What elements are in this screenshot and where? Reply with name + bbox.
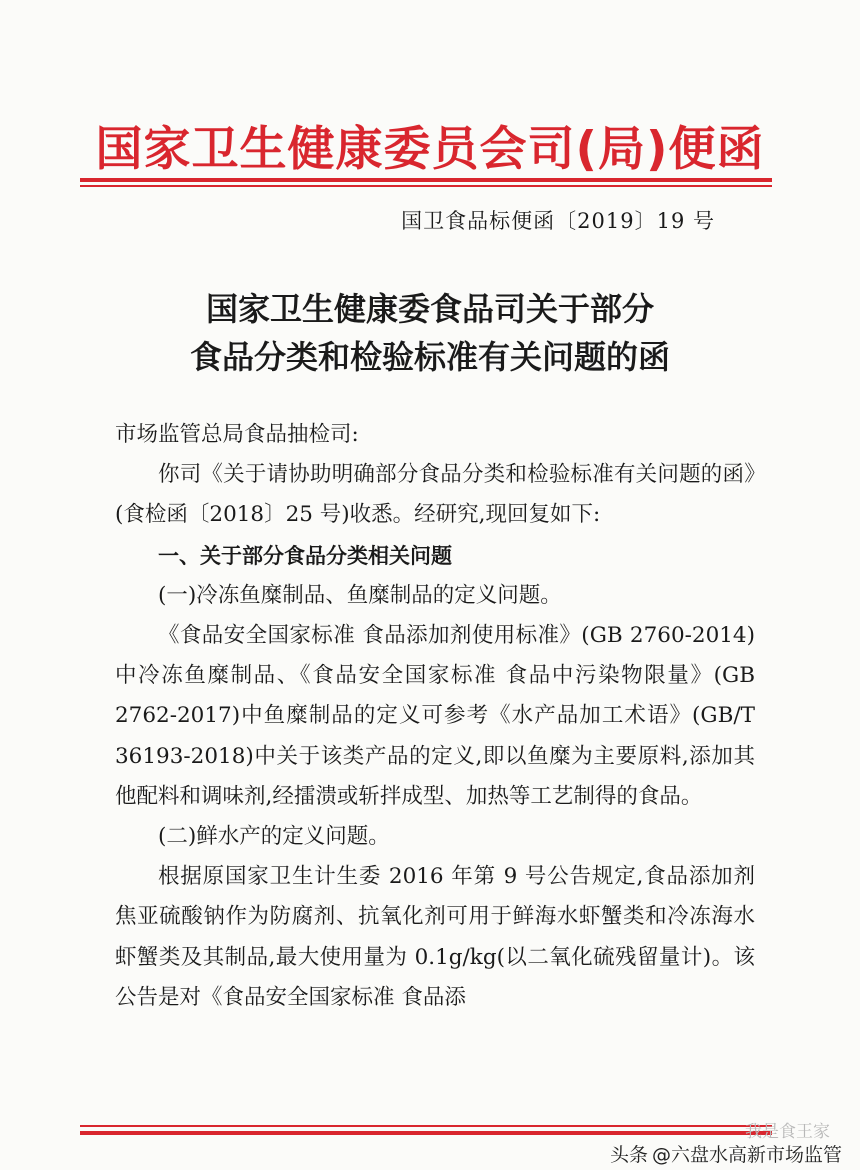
document-body <box>115 415 755 1018</box>
letterhead-rule-thin <box>80 185 772 187</box>
watermark-secondary: 我是食王家 <box>745 1122 830 1142</box>
letterhead-organization: 国家卫生健康委员会司(局)便函 <box>95 122 765 177</box>
footer-rule-thick <box>80 1131 772 1135</box>
subsection-paragraph-1: 《食品安全国家标准 食品添加剂使用标准》(GB 2760-2014)中冷冻鱼糜制品、《食品安全国家标准 食品中污染物限量》(GB 2762-2017)中鱼糜制品的定义可参考《水产品加工术语》(GB/T 36193-2018)中关于该类产品的定义,即以鱼糜为主要原料,添加其他配料和调味剂,经擂溃或斩拌成型、加热等工艺制得的食品。 <box>115 623 755 809</box>
section-heading-1: 一、关于部分食品分类相关问题 <box>158 543 452 568</box>
subsection-paragraph-2: 根据原国家卫生计生委 2016 年第 9 号公告规定,食品添加剂焦亚硫酸钠作为防腐剂、抗氧化剂可用于鲜海水虾蟹类和冷冻海水虾蟹类及其制品,最大使用量为 0.1g/kg(以二氧化硫残留量计)。该公告是对《食品安全国家标准 食品添 <box>115 864 755 1010</box>
document-title-line-2: 食品分类和检验标准有关问题的函 <box>189 338 670 376</box>
document-number: 国卫食品标便函〔2019〕19 号 <box>401 209 715 233</box>
subsection-heading-1: (一)冷冻鱼糜制品、鱼糜制品的定义问题。 <box>158 582 562 608</box>
watermark-prefix: 头条 <box>609 1144 648 1166</box>
footer-rule-thin <box>80 1125 772 1127</box>
subsection-heading-2: (二)鲜水产的定义问题。 <box>158 824 390 850</box>
intro-paragraph: 你司《关于请协助明确部分食品分类和检验标准有关问题的函》(食检函〔2018〕25 号)收悉。经研究,现回复如下: <box>115 462 755 528</box>
watermark-handle: @六盘水高新市场监管 <box>651 1144 842 1166</box>
watermark <box>610 1140 842 1167</box>
document-title <box>0 285 860 381</box>
salutation: 市场监管总局食品抽检司: <box>115 422 359 447</box>
document-title-line-1: 国家卫生健康委食品司关于部分 <box>205 290 654 328</box>
letterhead-rule-thick <box>80 178 772 182</box>
